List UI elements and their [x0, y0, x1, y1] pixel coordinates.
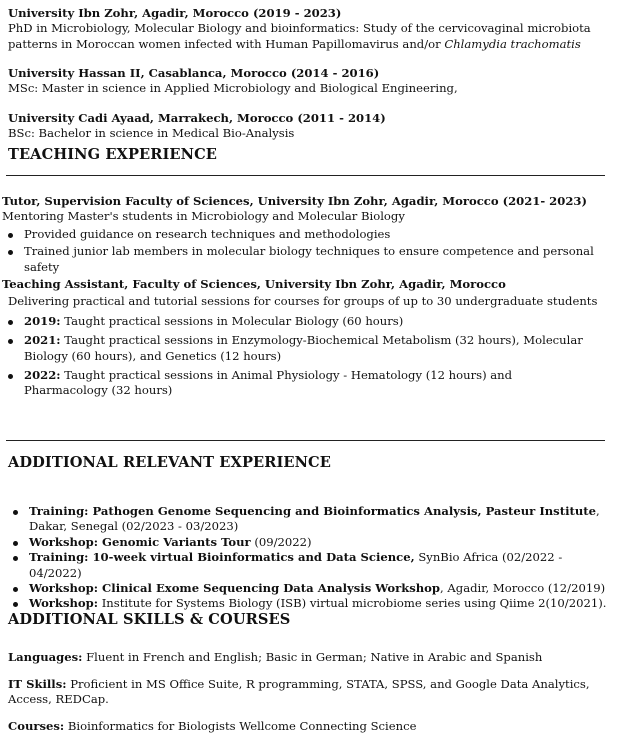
list-item: Training: 10-week virtual Bioinformatics and Data Science, SynBio Africa (02/2022 - 04/2022): [8, 550, 608, 581]
list-item: 2021: Taught practical sessions in Enzymology-Biochemical Metabolism (32 hours), Molecular Biology (60 hours), and Genetics (12 hours): [3, 333, 583, 364]
job-bullets: [3, 227, 612, 275]
job-heading: Teaching Assistant, Faculty of Sciences, University Ibn Zohr, Agadir, Morocco: [2, 277, 506, 291]
list-item: Training: Pathogen Genome Sequencing and Bioinformatics Analysis, Pasteur Institute, Dakar, Senegal (02/2023 - 03/2023): [8, 504, 608, 535]
education-heading: University Ibn Zohr, Agadir, Morocco (2019 - 2023): [8, 6, 342, 20]
job-heading: Tutor, Supervision Faculty of Sciences, University Ibn Zohr, Agadir, Morocco (2021- 2023): [2, 194, 587, 208]
section-divider: [6, 175, 605, 176]
list-item: Workshop: Institute for Systems Biology (ISB) virtual microbiome series using Qiime 2(10/2021).: [8, 596, 608, 611]
section-title-teaching: TEACHING EXPERIENCE: [8, 146, 218, 163]
section-divider: [6, 440, 605, 441]
section-title-skills: ADDITIONAL SKILLS & COURSES: [8, 611, 291, 628]
list-item: 2019: Taught practical sessions in Molecular Biology (60 hours): [3, 314, 583, 329]
education-degree: MSc: Master in science in Applied Microbiology and Biological Engineering,: [8, 81, 458, 96]
teaching-assistant: [2, 277, 612, 399]
list-item: Workshop: Genomic Variants Tour (09/2022): [8, 535, 608, 550]
experience-bullets: [8, 504, 608, 612]
skills-courses: Courses: Bioinformatics for Biologists Wellcome Connecting Science: [8, 719, 417, 733]
education-degree: BSc: Bachelor in science in Medical Bio-Analysis: [8, 126, 295, 141]
skills-languages: Languages: Fluent in French and English; Basic in German; Native in Arabic and Spanish: [8, 650, 543, 664]
list-item: Provided guidance on research techniques and methodologies: [3, 227, 612, 242]
job-bullets: [3, 314, 583, 399]
job-summary: Delivering practical and tutorial sessions for courses for groups of up to 30 undergraduate students: [8, 294, 598, 309]
teaching-tutor: [2, 194, 612, 275]
experience-list: [8, 504, 608, 612]
education-msc: [8, 66, 618, 97]
list-item: 2022: Taught practical sessions in Animal Physiology - Hematology (12 hours) and Pharmacology (32 hours): [3, 368, 583, 399]
education-degree: PhD in Microbiology, Molecular Biology and bioinformatics: Study of the cervicovaginal microbiota patterns in Moroccan women infected with Human Papillomavirus and/or Chlamydia trachomatis: [8, 21, 591, 51]
education-heading: University Hassan II, Casablanca, Morocco (2014 - 2016): [8, 66, 380, 80]
section-title-experience: ADDITIONAL RELEVANT EXPERIENCE: [8, 454, 331, 471]
education-phd: [8, 6, 618, 52]
list-item: Workshop: Clinical Exome Sequencing Data Analysis Workshop, Agadir, Morocco (12/2019): [8, 581, 608, 596]
list-item: Trained junior lab members in molecular biology techniques to ensure competence and personal safety: [3, 244, 612, 275]
education-bsc: [8, 111, 618, 142]
job-summary: Mentoring Master's students in Microbiology and Molecular Biology: [2, 209, 405, 224]
education-heading: University Cadi Ayaad, Marrakech, Morocco (2011 - 2014): [8, 111, 386, 125]
skills-it: IT Skills: Proficient in MS Office Suite, R programming, STATA, SPSS, and Google Data Analytics, Access, REDCap.: [8, 677, 590, 707]
